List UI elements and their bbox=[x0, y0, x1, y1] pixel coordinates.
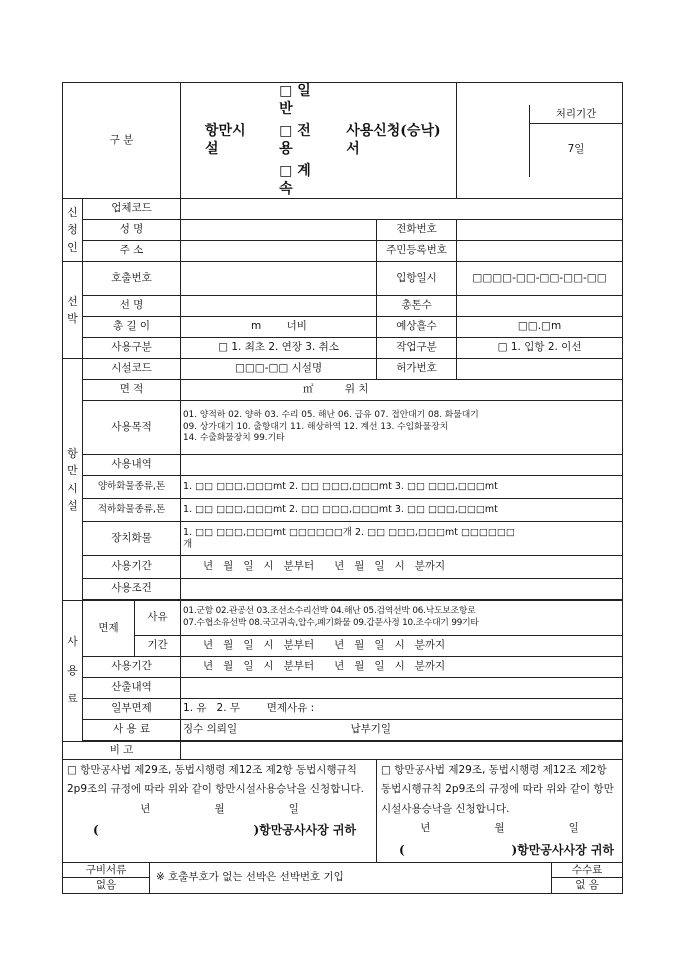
fee-value-footer: 없 음 bbox=[575, 879, 599, 892]
facility-code-field[interactable]: □□□-□□ 시설명 bbox=[181, 359, 377, 380]
purpose-label: 사용목적 bbox=[83, 401, 181, 455]
location-label: 위 치 bbox=[344, 383, 369, 396]
partial-exemption-label: 일부면제 bbox=[83, 699, 181, 720]
fee-section-label bbox=[63, 601, 83, 742]
usage-type-options[interactable]: □ 1. 최초 2. 연장 3. 취소 bbox=[181, 338, 377, 359]
facility-char-2: 만 bbox=[67, 464, 78, 478]
right-date-month: 월 bbox=[494, 822, 505, 835]
option-exclusive-checkbox[interactable]: □ 전용 bbox=[279, 123, 311, 157]
applicant-char-2: 청 bbox=[67, 223, 78, 237]
resident-no-field[interactable] bbox=[457, 241, 623, 262]
length-width-field[interactable] bbox=[181, 317, 377, 338]
fee-char-1: 사 bbox=[67, 635, 78, 649]
right-date-year: 년 bbox=[420, 822, 431, 835]
address-field[interactable] bbox=[181, 241, 377, 262]
exemption-reason-options[interactable] bbox=[181, 601, 623, 636]
phone-label: 전화번호 bbox=[377, 220, 457, 241]
usage-type-label: 사용구분 bbox=[83, 338, 181, 359]
address-label: 주 소 bbox=[83, 241, 181, 262]
tonnage-field[interactable] bbox=[457, 296, 623, 317]
right-date-day: 일 bbox=[568, 822, 579, 835]
unload-cargo-label: 양하화물종류,톤 bbox=[83, 476, 181, 499]
facility-title: 항만시설 bbox=[205, 123, 246, 157]
purpose-options[interactable] bbox=[181, 401, 623, 455]
company-code-label: 업체코드 bbox=[83, 199, 181, 220]
request-title: 사용신청(승낙)서 bbox=[346, 123, 441, 157]
processing-period-value: 7일 bbox=[567, 143, 585, 156]
tonnage-label: 총톤수 bbox=[377, 296, 457, 317]
work-type-options[interactable]: □ 1. 입항 2. 이선 bbox=[457, 338, 623, 359]
unload-cargo-field[interactable]: 1. □□ □□□,□□□mt 2. □□ □□□,□□□mt 3. □□ □□□,□□□mt bbox=[181, 476, 623, 499]
ship-name-label: 선 명 bbox=[83, 296, 181, 317]
exemption-reason-label: 사유 bbox=[135, 601, 181, 636]
ship-name-field[interactable] bbox=[181, 296, 377, 317]
exemption-period-field[interactable]: 년 월 일 시 분부터 년 월 일 시 분까지 bbox=[181, 636, 623, 657]
declaration-right bbox=[377, 760, 623, 863]
fee-char-3: 료 bbox=[67, 692, 78, 706]
purpose-line-3: 14. 수출화물장치 99.기타 bbox=[183, 433, 285, 444]
draft-label: 예상흘수 bbox=[377, 317, 457, 338]
reason-line-2: 07.수협소유선박 08.국고귀속,압수,폐기화물 09.갑문사정 10.조수대기 99기타 bbox=[183, 618, 479, 628]
stored-cargo-label: 장치화물 bbox=[83, 522, 181, 556]
permit-no-label: 허가번호 bbox=[377, 359, 457, 380]
vessel-char-1: 선 bbox=[67, 294, 78, 308]
purpose-line-2: 09. 상가대기 10. 출항대기 11. 해상하역 12. 계선 13. 수입화물장치 bbox=[183, 421, 449, 432]
applicant-char-3: 인 bbox=[67, 240, 78, 254]
stored-cargo-line-1: 1. □□ □□□,□□□mt □□□□□□개 2. □□ □□□,□□□mt □□□□□□ bbox=[183, 526, 515, 538]
fee-char-2: 용 bbox=[67, 663, 78, 677]
phone-field[interactable] bbox=[457, 220, 623, 241]
payment-date-label: 납부기일 bbox=[350, 723, 392, 736]
exemption-label: 면제 bbox=[83, 601, 135, 657]
facility-char-3: 시 bbox=[67, 481, 78, 495]
right-recipient: )항만공사사장 귀하 bbox=[511, 842, 615, 857]
right-recipient-open: ( bbox=[399, 842, 405, 857]
calc-details-label: 산출내역 bbox=[83, 678, 181, 699]
applicant-name-field[interactable] bbox=[181, 220, 377, 241]
left-date-month: 월 bbox=[214, 802, 225, 815]
width-label: 너비 bbox=[286, 320, 307, 333]
fee-usage-period-label: 사용기간 bbox=[83, 657, 181, 678]
stored-cargo-field[interactable] bbox=[181, 522, 623, 556]
exemption-period-label: 기간 bbox=[135, 636, 181, 657]
area-unit: ㎡ bbox=[303, 383, 314, 396]
port-facility-use-application-form bbox=[62, 82, 622, 892]
applicant-section-label bbox=[63, 199, 83, 262]
applicant-name-label: 성 명 bbox=[83, 220, 181, 241]
facility-period-label: 사용기간 bbox=[83, 556, 181, 579]
declaration-right-text: □ 항만공사법 제29조, 동법시행령 제12조 제2항 동법시행규칙 2p9조의 규정에 따라 위와 같이 항만시설사용승낙을 신청합니다. bbox=[381, 764, 614, 815]
work-type-label: 작업구분 bbox=[377, 338, 457, 359]
load-cargo-label: 적하화물종류,톤 bbox=[83, 499, 181, 522]
fee-dates-field[interactable] bbox=[181, 720, 623, 741]
length-label: 총 길 이 bbox=[83, 317, 181, 338]
remarks-field[interactable] bbox=[181, 742, 623, 760]
stored-cargo-line-2: 개 bbox=[183, 538, 193, 550]
remarks-label: 비 고 bbox=[63, 742, 181, 760]
documents-label: 구비서류 bbox=[63, 863, 149, 879]
option-continuous-checkbox[interactable]: □ 계속 bbox=[279, 163, 311, 197]
facility-char-4: 설 bbox=[67, 498, 78, 512]
call-sign-label: 호출번호 bbox=[83, 262, 181, 296]
draft-field[interactable]: □□.□m bbox=[457, 317, 623, 338]
load-cargo-field[interactable]: 1. □□ □□□,□□□mt 2. □□ □□□,□□□mt 3. □□ □□□,□□□mt bbox=[181, 499, 623, 522]
option-general-checkbox[interactable]: □ 일반 bbox=[279, 83, 311, 117]
applicant-char-1: 신 bbox=[67, 206, 78, 220]
calc-details-field[interactable] bbox=[181, 678, 623, 699]
declaration-left-text: □ 항만공사법 제29조, 동법시행령 제12조 제2항 동법시행규칙 2p9조의 규정에 따라 위와 같이 항만시설사용승낙을 신청합니다. bbox=[67, 764, 364, 796]
area-label: 면 적 bbox=[83, 380, 181, 401]
fee-label-footer: 수수료 bbox=[552, 863, 622, 879]
facility-period-field[interactable]: 년 월 일 시 분부터 년 월 일 시 분까지 bbox=[181, 556, 623, 579]
details-field[interactable] bbox=[181, 455, 623, 476]
call-sign-field[interactable] bbox=[181, 262, 377, 296]
left-date-year: 년 bbox=[140, 802, 151, 815]
area-location-field[interactable] bbox=[181, 380, 623, 401]
details-label: 사용내역 bbox=[83, 455, 181, 476]
partial-exemption-field[interactable]: 1. 유 2. 무 면제사유 : bbox=[181, 699, 623, 720]
left-recipient-open: ( bbox=[93, 823, 99, 838]
company-code-field[interactable] bbox=[181, 199, 623, 220]
length-unit: m bbox=[251, 320, 262, 333]
conditions-label: 사용조건 bbox=[83, 579, 181, 600]
vessel-section-label bbox=[63, 262, 83, 359]
fee-label: 사 용 료 bbox=[83, 720, 181, 741]
processing-period-label: 처리기간 bbox=[530, 105, 622, 124]
left-date-day: 일 bbox=[288, 802, 299, 815]
category-label: 구 분 bbox=[63, 83, 181, 199]
facility-code-label: 시설코드 bbox=[83, 359, 181, 380]
facility-char-1: 항 bbox=[67, 447, 78, 461]
fee-usage-period-field[interactable]: 년 월 일 시 분부터 년 월 일 시 분까지 bbox=[181, 657, 623, 678]
entry-datetime-label: 입항일시 bbox=[377, 262, 457, 296]
left-recipient: )항만공사사장 귀하 bbox=[253, 823, 357, 838]
footer-note: ※ 호출부호가 없는 선박은 선박번호 기입 bbox=[156, 871, 344, 884]
conditions-field[interactable] bbox=[181, 579, 623, 600]
declaration-left bbox=[63, 760, 377, 863]
collection-date-label: 징수 의뢰일 bbox=[183, 723, 238, 736]
vessel-char-2: 박 bbox=[67, 312, 78, 325]
permit-no-field[interactable] bbox=[457, 359, 623, 380]
reason-line-1: 01.군함 02.관공선 03.조선소수리선박 04.해난 05.검역선박 06.낙도보조항로 bbox=[183, 606, 476, 617]
documents-value: 없음 bbox=[95, 879, 117, 892]
purpose-line-1: 01. 양적하 02. 양하 03. 수리 05. 해난 06. 급유 07. 접안대기 08. 화물대기 bbox=[183, 409, 479, 420]
resident-no-label: 주민등록번호 bbox=[377, 241, 457, 262]
entry-datetime-field[interactable]: □□□□-□□-□□-□□-□□ bbox=[457, 262, 623, 296]
facility-section-label bbox=[63, 359, 83, 601]
application-table bbox=[62, 82, 623, 894]
